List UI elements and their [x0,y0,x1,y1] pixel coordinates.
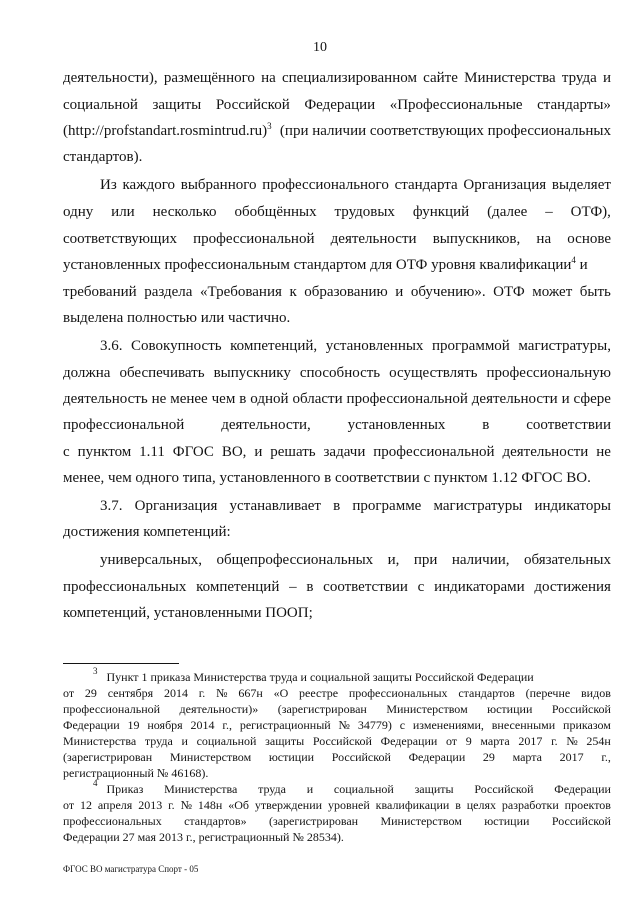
word: одну [63,204,94,220]
word: – [545,204,553,220]
word: уровней [327,798,370,812]
body-line-with-footnote [63,255,588,273]
word: 2013 [138,798,163,812]
word: № [180,798,193,812]
word: области [292,391,343,407]
body-line: стандартов). [63,149,143,165]
word: видов [581,686,611,700]
word: быть [579,284,611,300]
word: профессиональных [63,814,162,828]
word: компетенций, [230,338,318,354]
word: программой [431,338,510,354]
word: – [289,579,297,595]
word: магистратуры, [518,338,611,354]
word: целях [466,798,497,812]
word: (зарегистрирован [277,702,367,716]
word: (зарегистрирован [63,750,153,764]
word: в [455,798,461,812]
word: обобщённых [234,204,317,220]
word: труда [144,734,173,748]
body-line: компетенций, установленными ПООП; [63,605,313,621]
word: деятельности, [221,417,311,433]
footnote-line: Федерации 27 мая 2013 г., регистрационный № 28534). [63,830,344,844]
word: индикаторами [434,579,525,595]
word: и [181,734,188,748]
word: реестре [299,686,339,700]
word: установленных [347,417,446,433]
footnote-mark: 3 [93,666,98,676]
word: «Профессиональные [389,97,523,113]
word: апреля [97,798,133,812]
word: функций [412,204,470,220]
word: решать [270,444,316,460]
word: Совокупность [131,338,222,354]
word: образованию [304,284,388,300]
body-line: достижения компетенций: [63,524,231,540]
word: или [111,204,135,220]
word: и [306,782,314,796]
word: наличии, [451,552,510,568]
word: 2014 [190,718,215,732]
body-text: и [575,257,588,273]
word: выпускников, [432,231,521,247]
document-footer: ФГОС ВО магистратура Спорт - 05 [63,864,199,874]
word: профессиональной [193,231,315,247]
word: стандартов» [184,814,247,828]
word: одной [250,391,289,407]
word: программе [352,498,422,514]
word: г. [551,734,558,748]
word: 12 [79,798,92,812]
url-text: (http://profstandart.rosmintrud.ru) [63,123,268,139]
footnote-line [63,735,611,747]
word: не [596,444,611,460]
word: несколько [152,204,217,220]
word: магистратуры [433,498,523,514]
word: и, [387,552,400,568]
word: Министерством [169,750,252,764]
word: с [399,718,406,732]
word: может [532,284,573,300]
body-line [100,339,611,354]
word: изменениями, [412,718,484,732]
word: обязательных [523,552,611,568]
body-line [100,178,611,193]
word: стандарта [394,177,458,193]
word: социальной [333,782,394,796]
word: Министерства [464,70,556,86]
word: в [482,417,490,433]
body-line [63,445,611,460]
word: профессиональной [346,391,468,407]
word: Организация [463,177,547,193]
body-text: установленных профессиональным стандартом для ОТФ уровня квалификации [63,257,572,273]
word: сфере [573,391,611,407]
word: профессиональных [348,686,448,700]
footnote-line [63,778,611,796]
footnote-line [63,666,611,684]
word: (перечне [525,686,571,700]
word: социальной [196,734,257,748]
word: ноября [147,718,183,732]
word: раздела [144,284,193,300]
word: № [338,718,350,732]
word: с [63,444,70,460]
word: в [333,498,341,514]
word: общепрофессиональных [216,552,374,568]
word: Организация [134,498,218,514]
word: марта [480,734,510,748]
word: деятельности), [63,70,158,86]
footnote-line: регистрационный № 46168). [63,766,209,780]
word: 3.6. [100,338,123,354]
word: ВО, [221,444,247,460]
body-line [100,499,611,514]
word: Министерством [380,814,462,828]
word: 29 [482,750,495,764]
word: Российской [215,97,290,113]
word: к [289,284,297,300]
body-line [63,98,611,113]
word: сайте [423,70,458,86]
word: на [261,70,276,86]
word: утверждении [254,798,323,812]
word: 148н [197,798,223,812]
footnote-words [107,783,612,795]
word: обеспечивать [119,365,205,381]
word: трудовых [334,204,395,220]
word: каждого [122,177,175,193]
word: 3.7. [100,498,123,514]
word: 9 [465,734,472,748]
word: Российской [474,782,534,796]
word: индикаторы [534,498,611,514]
word: 2017 [559,750,584,764]
word: и [561,391,570,407]
word: 2017 [518,734,543,748]
word: социальной [63,97,138,113]
word: «О [273,686,289,700]
word: внесенными [491,718,556,732]
body-line-with-footnote [63,121,611,139]
word: специализированном [281,70,417,86]
word: Российской [331,750,391,764]
word: и [254,444,263,460]
page-number: 10 [313,40,327,55]
word: устанавливает [229,498,321,514]
word: профессиональную [486,365,611,381]
word: от [445,734,458,748]
body-line [63,232,611,247]
word: г. [168,798,175,812]
body-line [63,205,611,220]
word: универсальных, [100,552,203,568]
word: стандартов [458,686,515,700]
body-line [63,71,611,86]
word: размещённого [163,70,255,86]
word: с [417,579,425,595]
word: менее [170,391,208,407]
word: Российской [551,702,611,716]
footnote-ref-3: 3 [267,121,272,131]
word: Федерации [304,97,376,113]
word: профессиональных [63,579,187,595]
word: задачи [323,444,366,460]
word: квалификации [375,798,450,812]
word: Федерации [380,734,438,748]
footnote-line [63,815,611,827]
word: при [413,552,438,568]
word: в [306,579,314,595]
word: юстиции [268,750,315,764]
word: сентября [107,686,154,700]
body-line [63,418,611,433]
word: защиты [414,782,454,796]
word: деятельности [471,391,558,407]
word: 2014 [163,686,188,700]
word: г. [198,686,206,700]
word: труда [561,70,597,86]
word: соответствии [526,417,611,433]
word: и [395,284,404,300]
word: 34779) [357,718,392,732]
word: чем [211,391,236,407]
word: компетенций [196,579,280,595]
word: г., [601,750,611,764]
word: выделяет [551,177,611,193]
word: на [536,231,552,247]
word: соответствующих [63,231,177,247]
word: способность [299,365,381,381]
word: 254н [586,734,611,748]
word: 29 [84,686,97,700]
word: профессиональной [63,417,185,433]
footnote-ref-4: 4 [571,255,576,265]
word: ОТФ [493,284,525,300]
word: защиты [265,734,305,748]
word: не [151,391,167,407]
word: от [63,686,75,700]
word: требований [63,284,137,300]
body-line: выделена полностью или частично. [63,310,291,326]
footnote-separator [63,663,179,664]
word: юстиции [487,702,533,716]
word: соответствии [323,579,408,595]
word: (далее [487,204,528,220]
word: Российской [551,814,611,828]
body-line [63,366,611,381]
body-text: (при наличии соответствующих профессиональных [279,123,611,139]
word: в [239,391,247,407]
word: Федерации [63,718,120,732]
body-line [63,392,611,407]
body-line [100,553,611,568]
word: ФГОС [172,444,214,460]
word: достижения [534,579,611,595]
word: Из [100,177,117,193]
word: «Об [228,798,249,812]
word: разработки [501,798,559,812]
word: деятельности [330,231,417,247]
word: № [566,734,578,748]
body-line [63,285,611,300]
footnote-line [63,799,611,811]
word: (зарегистрирован [268,814,359,828]
word: марта [512,750,542,764]
footnote-text: Пункт 1 приказа Министерства труда и социальной защиты Российской Федерации [106,670,534,684]
word: пунктом [77,444,132,460]
word: Министерством [386,702,468,716]
word: выбранного [180,177,257,193]
word: Российской [312,734,372,748]
word: выпускнику [213,365,291,381]
footnote-line [63,703,611,715]
word: основе [567,231,611,247]
word: г., [222,718,232,732]
word: Федерации [408,750,466,764]
word: и [602,70,611,86]
word: юстиции [484,814,530,828]
footnote-line [63,687,611,699]
word: профессиональной [373,444,495,460]
word: труда [258,782,286,796]
body-line: менее, чем одного типа, установленного в соответствии с пунктом 1.12 ФГОС ВО. [63,470,591,486]
footnote-line [63,719,611,731]
word: профессионального [262,177,389,193]
word: должна [63,365,111,381]
word: стандарты» [537,97,611,113]
word: защиты [152,97,202,113]
word: Федерации [554,782,611,796]
word: осуществлять [389,365,478,381]
word: от [63,798,75,812]
word: № [216,686,228,700]
body-line [63,580,611,595]
word: деятельности [502,444,589,460]
footnote-mark: 4 [93,778,98,788]
word: регистрационный [239,718,331,732]
word: деятельность [63,391,148,407]
word: деятельности)» [179,702,259,716]
word: Министерства [164,782,238,796]
word: 19 [127,718,140,732]
word: 667н [238,686,263,700]
word: обучению». [410,284,486,300]
word: Министерства [63,734,137,748]
word: профессиональной [63,702,161,716]
word: ОТФ), [570,204,611,220]
word: установленных [325,338,424,354]
word: Приказ [106,782,144,796]
footnote-line [63,751,611,763]
word: приказом [563,718,611,732]
word: проектов [564,798,611,812]
word: «Требования [200,284,282,300]
word: 1.11 [139,444,165,460]
